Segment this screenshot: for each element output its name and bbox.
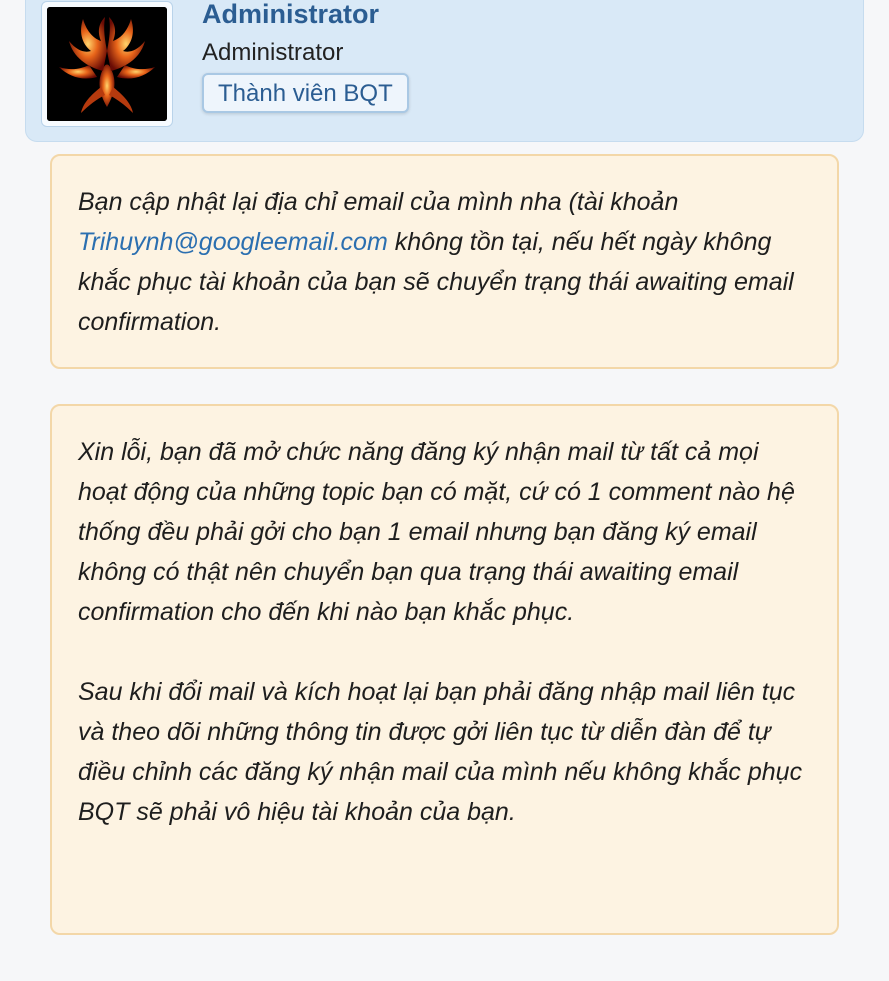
message-block-email-warning	[50, 154, 839, 369]
paragraph-spacer	[78, 632, 811, 672]
email-link[interactable]: Trihuynh@googleemail.com	[78, 228, 388, 256]
user-card	[25, 0, 864, 142]
message-block-subscription-notice	[50, 404, 839, 935]
message-paragraph-1: Xin lỗi, bạn đã mở chức năng đăng ký nhận mail từ tất cả mọi hoạt động của những topic bạn có mặt, cứ có 1 comment nào hệ thống đều phải gởi cho bạn 1 email nhưng bạn đăng ký email không có thật nên chuyển bạn qua trạng thái awaiting email confirmation cho đến khi nào bạn khắc phục.	[78, 438, 795, 626]
avatar-frame[interactable]	[41, 1, 173, 127]
message-text-part1: Bạn cập nhật lại địa chỉ email của mình nha (tài khoản	[78, 188, 679, 216]
flame-emblem-avatar-icon	[47, 7, 167, 121]
user-title: Administrator	[202, 39, 344, 66]
message-text-part2: không tồn tại, nếu hết ngày không khắc phục tài khoản của bạn sẽ chuyển trạng thái awaiting email confirmation.	[78, 228, 794, 336]
avatar[interactable]	[47, 7, 167, 121]
message-text	[78, 182, 811, 342]
user-banner: Thành viên BQT	[202, 73, 409, 113]
message-paragraph-2: Sau khi đổi mail và kích hoạt lại bạn phải đăng nhập mail liên tục và theo dõi những thông tin được gởi liên tục từ diễn đàn để tự điều chỉnh các đăng ký nhận mail của mình nếu không khắc phục BQT sẽ phải vô hiệu tài khoản của bạn.	[78, 678, 803, 826]
user-name-link[interactable]: Administrator	[202, 0, 380, 29]
